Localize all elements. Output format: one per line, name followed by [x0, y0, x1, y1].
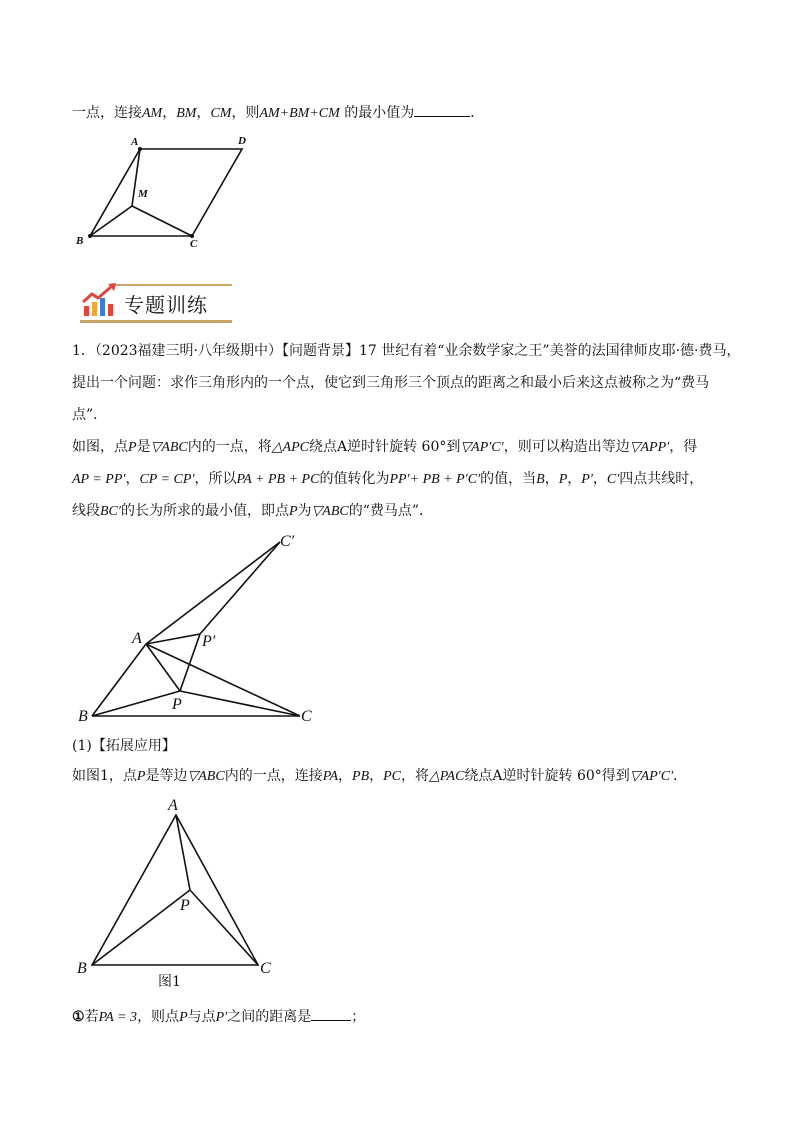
label-B: B: [76, 235, 84, 247]
label-B: B: [77, 960, 87, 977]
label-P: P: [180, 897, 190, 914]
intro-line: 一点，连接AM，BM，CM，则AM+BM+CM 的最小值为 ．: [72, 102, 484, 124]
q1-line1: 1．（2023福建三明·八年级期中）【问题背景】17 世纪有着“业余数学家之王”美誉的法国律师皮耶·德·费马，: [72, 343, 741, 359]
label-C-prime: C′: [280, 533, 295, 550]
banner-bottom-rule: [80, 320, 232, 323]
answer-blank[interactable]: [311, 1006, 351, 1021]
equilateral-figure: [72, 795, 292, 995]
label-P-prime: P′: [202, 633, 216, 650]
fermat-figure: [72, 530, 332, 730]
label-B: B: [78, 708, 88, 725]
label-D: D: [238, 135, 246, 147]
q1-line2: 提出一个问题：求作三角形内的一个点，使它到三角形三个顶点的距离之和最小后来这点被称之为“费马: [72, 375, 710, 391]
chart-up-icon: [80, 282, 120, 318]
label-A: A: [131, 136, 139, 148]
banner-top-rule: [110, 284, 232, 286]
label-A: A: [132, 630, 142, 647]
q1-line5: AP = PP′，CP = CP′，所以PA + PB + PC的值转化为PP′+ PB + P′C′的值，当B，P，P′，C′四点共线时，: [72, 471, 704, 487]
q1-line3: 点”．: [72, 407, 108, 423]
subquestion-1: ①若PA = 3，则点P与点P′之间的距离是 ；: [72, 1006, 365, 1028]
banner-title: 专题训练: [124, 293, 208, 317]
answer-blank[interactable]: [414, 102, 470, 117]
label-C: C: [260, 960, 271, 977]
q1-line4: 如图，点P是▽ABC内的一点，将△APC绕点A逆时针旋转 60°到▽AP′C′，则可以构造出等边▽APP′，得: [72, 439, 698, 455]
label-M: M: [138, 188, 148, 200]
figure-caption: 图1: [158, 974, 181, 990]
parallelogram-figure: [70, 130, 270, 260]
label-A: A: [168, 797, 178, 814]
part1-label: (1)【拓展应用】: [72, 738, 176, 754]
part1-line1: 如图1，点P是等边▽ABC内的一点，连接PA，PB，PC，将△PAC绕点A逆时针旋转 60°得到▽AP′C′．: [72, 768, 688, 784]
label-C: C: [301, 708, 312, 725]
q1-line6: 线段BC′的长为所求的最小值，即点P为▽ABC的“费马点”．: [72, 503, 434, 519]
label-C: C: [190, 238, 198, 250]
label-P: P: [172, 696, 182, 713]
